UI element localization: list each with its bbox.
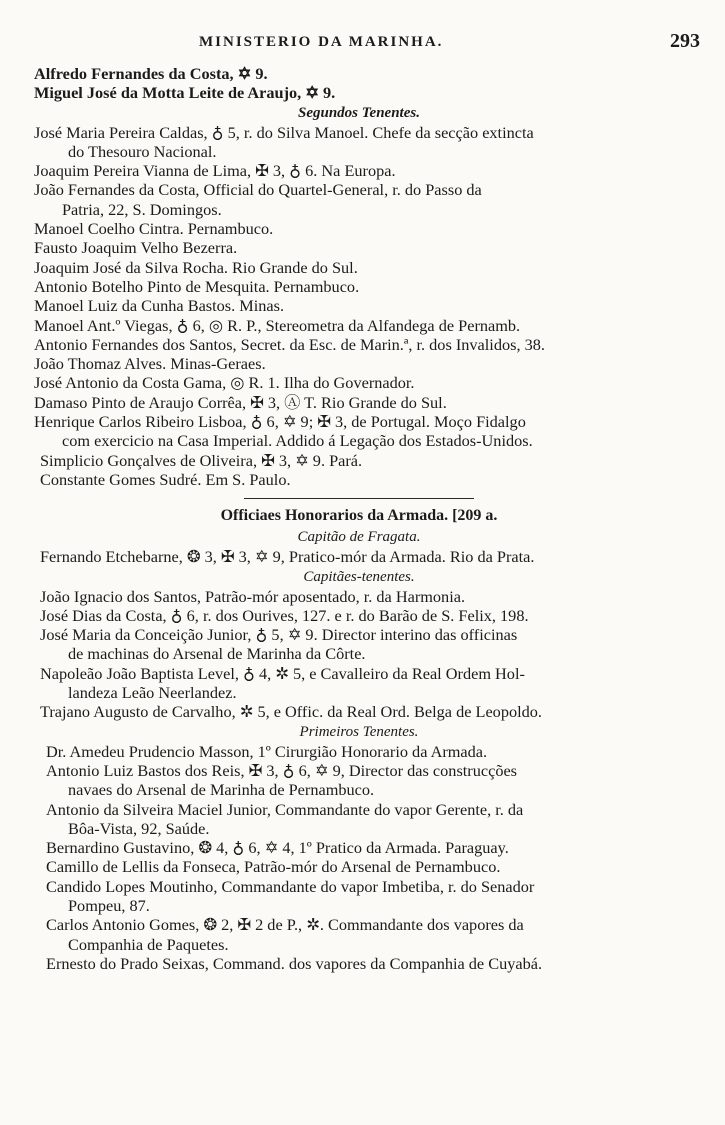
primeiros-tenentes-list (34, 742, 684, 974)
officer-entry: Constante Gomes Sudré. Em S. Paulo. (40, 469, 291, 489)
officer-entry: Joaquim José da Silva Rocha. Rio Grande do Sul. (34, 257, 358, 277)
officer-entry-continuation: Bôa-Vista, 92, Saúde. (68, 818, 210, 838)
officer-entry: Antonio Botelho Pinto de Mesquita. Pernambuco. (34, 276, 360, 296)
rank-subheading: Primeiros Tenentes. (299, 723, 419, 740)
rank-subheading: Capitães-tenentes. (303, 568, 415, 585)
officer-entry: Antonio Luiz Bastos dos Reis, ✠ 3, ♁ 6, ✡ 9, Director das construcções (46, 760, 518, 780)
section-divider (244, 498, 474, 499)
officer-entry-continuation: navaes do Arsenal de Marinha de Pernambuco. (68, 780, 375, 800)
officer-entry: Antonio Fernandes dos Santos, Secret. da Esc. de Marin.ª, r. dos Invalidos, 38. (34, 334, 545, 354)
officer-entry: Carlos Antonio Gomes, ❂ 2, ✠ 2 de P., ✲. Commandante dos vapores da (46, 915, 524, 935)
officer-entry: Antonio da Silveira Maciel Junior, Commandante do vapor Gerente, r. da (46, 799, 524, 819)
officer-entry: Miguel José da Motta Leite de Araujo, ✡ 9. (34, 83, 336, 103)
officer-entry: José Maria da Conceição Junior, ♁ 5, ✡ 9. Director interino das officinas (40, 625, 518, 645)
page-number: 293 (670, 30, 700, 52)
running-title: MINISTERIO DA MARINHA. (199, 34, 444, 50)
officer-entry: Candido Lopes Moutinho, Commandante do vapor Imbetiba, r. do Senador (46, 876, 535, 896)
second-lieutenants-list (34, 123, 684, 490)
officer-entry: Manoel Luiz da Cunha Bastos. Minas. (34, 296, 285, 316)
officer-entry-continuation: de machinas do Arsenal de Marinha da Côrte. (68, 644, 366, 664)
officer-entry: Ernesto do Prado Seixas, Command. dos vapores da Companhia de Cuyabá. (46, 953, 543, 973)
officer-entry: Fernando Etchebarne, ❂ 3, ✠ 3, ✡ 9, Pratico-mór da Armada. Rio da Prata. (40, 547, 535, 567)
officer-entry-continuation: do Thesouro Nacional. (68, 141, 217, 161)
officer-entry: Simplicio Gonçalves de Oliveira, ✠ 3, ✡ 9. Pará. (40, 450, 363, 470)
capitaes-tenentes-list (34, 587, 684, 722)
officer-entry: Damaso Pinto de Araujo Corrêa, ✠ 3, Ⓐ T. Rio Grande do Sul. (34, 392, 447, 412)
officer-entry: Alfredo Fernandes da Costa, ✡ 9. (34, 64, 268, 83)
officer-entry: Trajano Augusto de Carvalho, ✲ 5, e Offic. da Real Ord. Belga de Leopoldo. (40, 702, 542, 722)
officer-entry-continuation: Companhia de Paquetes. (68, 934, 229, 954)
page (34, 30, 700, 973)
officer-entry-continuation: com exercicio na Casa Imperial. Addido á Legação dos Estados-Unidos. (62, 431, 533, 451)
officer-entry: Henrique Carlos Ribeiro Lisboa, ♁ 6, ✡ 9; ✠ 3, de Portugal. Moço Fidalgo (34, 412, 526, 432)
officer-entry: Camillo de Lellis da Fonseca, Patrão-mór do Arsenal de Pernambuco. (46, 857, 501, 877)
officer-entry: José Maria Pereira Caldas, ♁ 5, r. do Silva Manoel. Chefe da secção extincta (34, 122, 534, 142)
section-heading: Officiaes Honorarios da Armada. [209 a. (220, 507, 498, 525)
officer-entry: José Dias da Costa, ♁ 6, r. dos Ourives, 127. e r. do Barão de S. Felix, 198. (40, 605, 529, 625)
rank-subheading: Segundos Tenentes. (298, 104, 420, 121)
officer-entry: Dr. Amedeu Prudencio Masson, 1º Cirurgião Honorario da Armada. (46, 741, 488, 761)
officer-entry: Manoel Ant.º Viegas, ♁ 6, ◎ R. P., Stereometra da Alfandega de Pernamb. (34, 315, 521, 335)
officer-entry: Fausto Joaquim Velho Bezerra. (34, 238, 238, 258)
officer-entry: José Antonio da Costa Gama, ◎ R. 1. Ilha do Governador. (34, 373, 415, 393)
officer-entry-continuation: Pompeu, 87. (68, 895, 150, 915)
officer-entry: Napoleão João Baptista Level, ♁ 4, ✲ 5, e Cavalleiro da Real Ordem Hol- (40, 663, 525, 683)
officer-entry: João Thomaz Alves. Minas-Geraes. (34, 354, 266, 374)
officer-entry-continuation: landeza Leão Neerlandez. (68, 683, 237, 703)
officer-entry: João Fernandes da Costa, Official do Quartel-General, r. do Passo da (34, 180, 482, 200)
rank-subheading: Capitão de Fragata. (297, 529, 421, 546)
officer-entry: Joaquim Pereira Vianna de Lima, ✠ 3, ♁ 6. Na Europa. (34, 161, 396, 181)
officer-entry-continuation: Patria, 22, S. Domingos. (62, 199, 222, 219)
officer-entry: Manoel Coelho Cintra. Pernambuco. (34, 219, 274, 239)
officer-entry: João Ignacio dos Santos, Patrão-mór aposentado, r. da Harmonia. (40, 586, 466, 606)
page-header (34, 30, 700, 64)
officer-entry: Bernardino Gustavino, ❂ 4, ♁ 6, ✡ 4, 1º Pratico da Armada. Paraguay. (46, 838, 509, 858)
